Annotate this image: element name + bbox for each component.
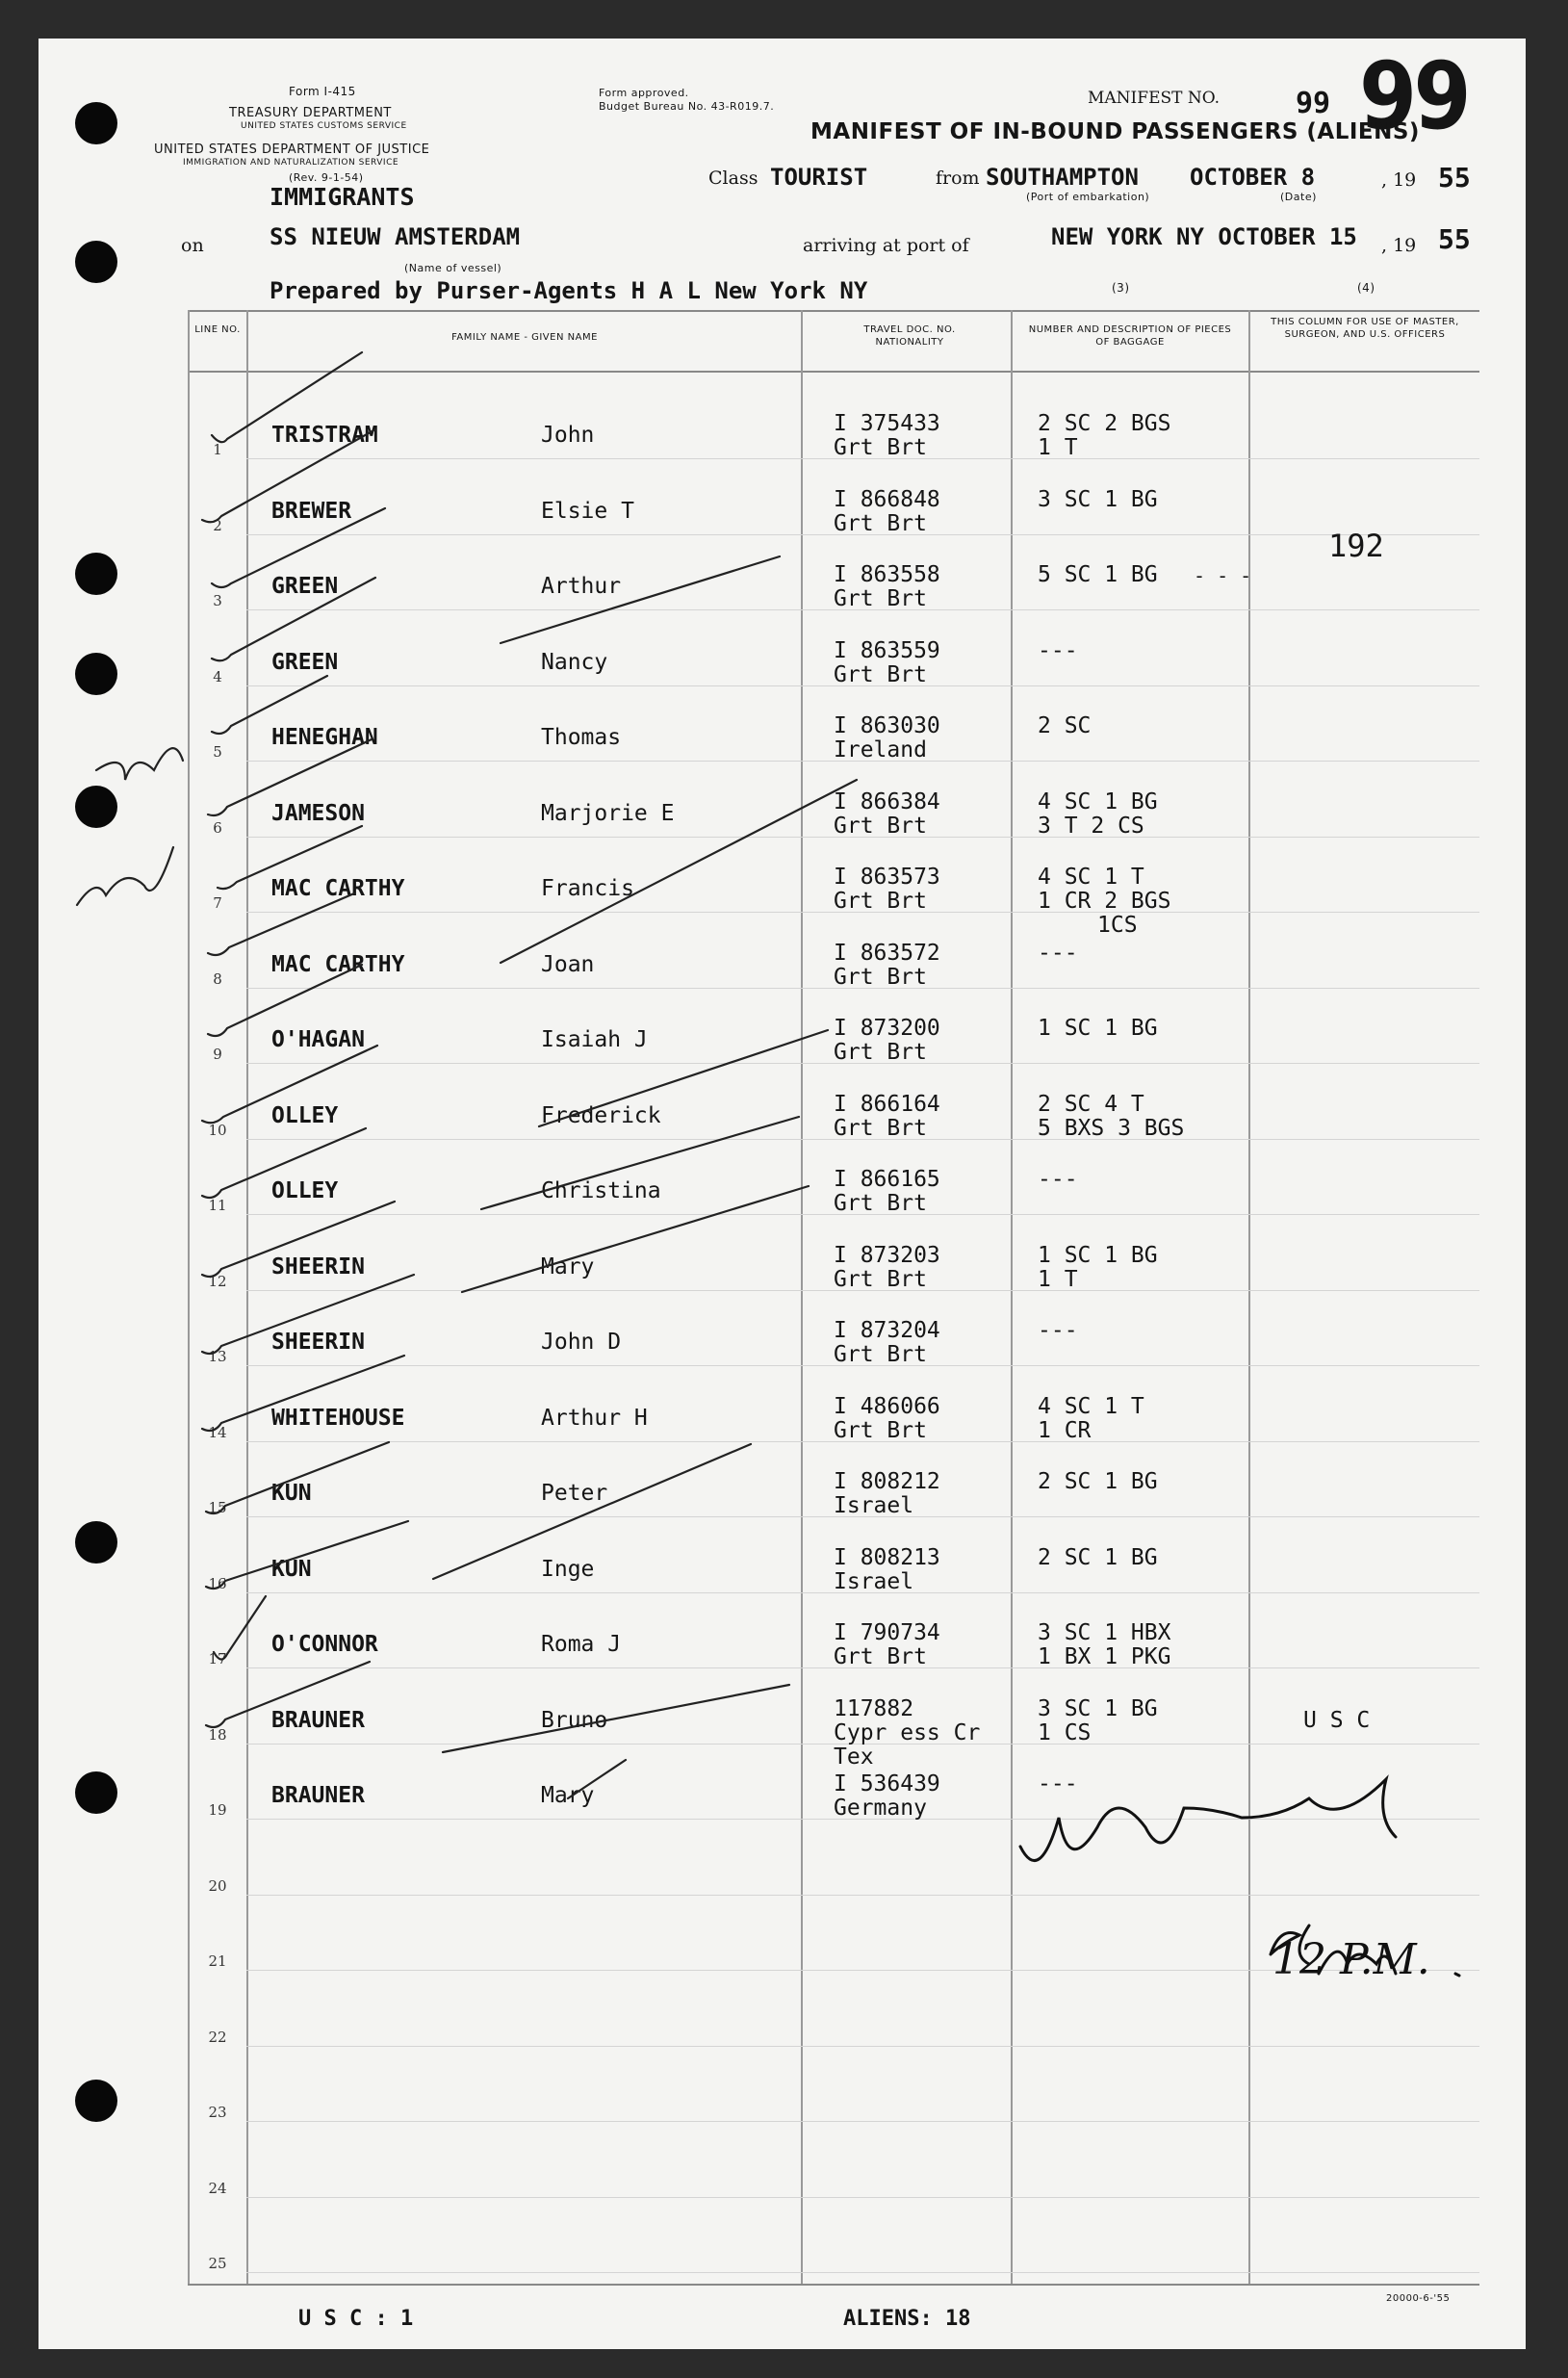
cell-family: JAMESON <box>271 800 365 826</box>
cell-bag1: 3 SC 1 BG <box>1038 486 1158 512</box>
cell-given: John <box>541 423 595 448</box>
header-baggage: NUMBER AND DESCRIPTION OF PIECES OF BAGGAGE <box>1028 324 1232 348</box>
cell-nat: Israel <box>834 1493 914 1518</box>
cell-nat: Grt Brt <box>834 813 927 839</box>
cell-nat: Grt Brt <box>834 1342 927 1367</box>
cell-given: Elsie T <box>541 498 634 524</box>
cell-given: Mary <box>541 1254 595 1279</box>
prepared-by: Prepared by Purser-Agents H A L New York NY <box>270 277 868 304</box>
line-number: 6 <box>213 818 222 837</box>
cell-officer: U S C <box>1303 1707 1371 1733</box>
line-number: 8 <box>213 969 222 988</box>
cell-given: Arthur H <box>541 1405 648 1431</box>
treasury-dept: TREASURY DEPARTMENT <box>229 106 392 120</box>
cell-nat2: Tex <box>834 1744 874 1770</box>
ins-service: IMMIGRATION AND NATURALIZATION SERVICE <box>183 158 399 168</box>
line-number: 17 <box>208 1650 227 1667</box>
cell-given: Francis <box>541 876 634 901</box>
cell-family: O'HAGAN <box>271 1027 365 1052</box>
cell-nat: Cypr ess Cr <box>834 1719 981 1745</box>
cell-doc: I 375433 <box>834 411 940 436</box>
class-label: Class <box>708 168 758 189</box>
cell-bag1: --- <box>1038 637 1078 663</box>
cell-given: Bruno <box>541 1707 608 1733</box>
line-number: 12 <box>208 1272 227 1290</box>
cell-doc: I 808212 <box>834 1469 940 1494</box>
cell-given: Thomas <box>541 725 622 750</box>
cell-given: Marjorie E <box>541 800 675 826</box>
cell-nat: Grt Brt <box>834 1115 927 1141</box>
leader-dots: - - - <box>1194 564 1252 587</box>
cell-family: SHEERIN <box>271 1254 365 1279</box>
year-prefix-2: , 19 <box>1381 235 1417 256</box>
line-number: 2 <box>213 516 222 534</box>
port-of-embarkation: SOUTHAMPTON <box>986 164 1139 191</box>
line-number: 20 <box>208 1876 227 1895</box>
cell-bag1: 2 SC 1 BG <box>1038 1469 1158 1494</box>
revision: (Rev. 9-1-54) <box>289 171 364 184</box>
cell-nat: Grt Brt <box>834 1417 927 1443</box>
line-number: 16 <box>208 1574 227 1592</box>
cell-nat: Grt Brt <box>834 889 927 914</box>
header-officers: THIS COLUMN FOR USE OF MASTER, SURGEON, AND U.S. OFFICERS <box>1271 317 1459 340</box>
cell-doc: I 873200 <box>834 1016 940 1041</box>
cell-bag1: 1 SC 1 BG <box>1038 1242 1158 1268</box>
cell-bag1: --- <box>1038 1167 1078 1192</box>
line-number: 9 <box>213 1046 222 1063</box>
cell-bag3: 1CS <box>1097 913 1138 938</box>
line-number: 7 <box>213 894 222 912</box>
cell-doc: I 873204 <box>834 1318 940 1343</box>
cell-bag1: 2 SC 1 BG <box>1038 1544 1158 1570</box>
cell-family: BREWER <box>271 498 352 524</box>
cell-bag1: 2 SC 2 BGS <box>1038 411 1171 436</box>
cell-given: John D <box>541 1330 622 1355</box>
print-code: 20000-6-'55 <box>1386 2293 1451 2304</box>
cell-family: BRAUNER <box>271 1707 365 1733</box>
line-number: 3 <box>213 592 222 609</box>
cell-doc: I 866165 <box>834 1167 940 1192</box>
line-number: 1 <box>213 441 222 458</box>
line-number: 24 <box>208 2179 227 2197</box>
cell-bag2: 5 BXS 3 BGS <box>1038 1115 1185 1141</box>
cell-nat: Grt Brt <box>834 1191 927 1216</box>
line-number: 19 <box>208 1801 227 1819</box>
arrival-port-date: NEW YORK NY OCTOBER 15 <box>1051 223 1357 250</box>
cell-bag2: 1 CR 2 BGS <box>1038 889 1171 914</box>
departure-date: OCTOBER 8 <box>1190 164 1316 191</box>
line-number: 21 <box>208 1952 227 1970</box>
cell-given: Arthur <box>541 574 622 599</box>
cell-bag1: 2 SC 4 T <box>1038 1091 1144 1117</box>
manifest-no-label: MANIFEST NO. <box>1088 89 1221 108</box>
cell-family: BRAUNER <box>271 1783 365 1808</box>
cell-bag2: 1 T <box>1038 1266 1078 1292</box>
cell-doc: I 863558 <box>834 562 940 587</box>
departure-year: 55 <box>1438 162 1471 194</box>
cell-given: Christina <box>541 1178 661 1203</box>
cell-bag1: 1 SC 1 BG <box>1038 1016 1158 1041</box>
cell-doc: I 863572 <box>834 940 940 966</box>
cell-family: MAC CARTHY <box>271 876 405 901</box>
budget-bureau: Budget Bureau No. 43-R019.7. <box>599 100 775 113</box>
line-number: 4 <box>213 667 222 685</box>
cell-family: O'CONNOR <box>271 1632 378 1657</box>
cell-given: Frederick <box>541 1102 661 1128</box>
cell-bag1: 3 SC 1 HBX <box>1038 1620 1171 1645</box>
cell-family: KUN <box>271 1481 312 1506</box>
cell-family: HENEGHAN <box>271 725 378 750</box>
cell-family: GREEN <box>271 574 339 599</box>
cell-family: SHEERIN <box>271 1330 365 1355</box>
col4-number: (4) <box>1357 281 1375 295</box>
cell-nat: Ireland <box>834 737 927 763</box>
cell-bag1: 4 SC 1 BG <box>1038 788 1158 814</box>
cell-given: Isaiah J <box>541 1027 648 1052</box>
cell-doc: I 808213 <box>834 1544 940 1570</box>
cell-doc: I 866384 <box>834 788 940 814</box>
cell-bag2: 3 T 2 CS <box>1038 813 1144 839</box>
cell-bag1: --- <box>1038 1318 1078 1343</box>
cell-bag1: 5 SC 1 BG <box>1038 562 1158 587</box>
manifest-title: MANIFEST OF IN-BOUND PASSENGERS (ALIENS) <box>810 119 1420 144</box>
cell-family: WHITEHOUSE <box>271 1405 405 1431</box>
justice-dept: UNITED STATES DEPARTMENT OF JUSTICE <box>154 142 430 157</box>
date-caption: (Date) <box>1280 191 1317 203</box>
cell-family: OLLEY <box>271 1102 339 1128</box>
cell-bag2: 1 BX 1 PKG <box>1038 1644 1171 1669</box>
cell-doc: I 863559 <box>834 637 940 663</box>
cell-nat: Grt Brt <box>834 1040 927 1065</box>
line-number: 13 <box>208 1348 227 1365</box>
cell-family: MAC CARTHY <box>271 951 405 977</box>
cell-given: Peter <box>541 1481 608 1506</box>
cell-nat: Israel <box>834 1568 914 1594</box>
cell-family: TRISTRAM <box>271 423 378 448</box>
cell-bag2: 1 CS <box>1038 1719 1092 1745</box>
cell-doc: 117882 <box>834 1695 914 1721</box>
port-caption: (Port of embarkation) <box>1026 191 1150 203</box>
footer-aliens-count: ALIENS: 18 <box>843 2307 971 2331</box>
cell-nat: Germany <box>834 1796 927 1821</box>
line-number: 11 <box>208 1197 227 1214</box>
cell-nat: Grt Brt <box>834 1644 927 1669</box>
cell-family: OLLEY <box>271 1178 339 1203</box>
cell-nat: Grt Brt <box>834 661 927 687</box>
form-number: Form I-415 <box>289 85 356 98</box>
line-number: 22 <box>208 2028 227 2046</box>
from-label: from <box>936 168 980 189</box>
cell-nat: Grt Brt <box>834 1266 927 1292</box>
year-prefix: , 19 <box>1381 169 1417 191</box>
footer-usc-count: U S C : 1 <box>298 2307 414 2331</box>
cell-bag2: 1 CR <box>1038 1417 1092 1443</box>
cell-nat: Grt Brt <box>834 435 927 460</box>
vessel-caption: (Name of vessel) <box>404 262 502 274</box>
cell-bag1: 3 SC 1 BG <box>1038 1695 1158 1721</box>
line-number: 23 <box>208 2104 227 2121</box>
line-number: 18 <box>208 1725 227 1744</box>
on-label: on <box>181 235 204 256</box>
cell-given: Nancy <box>541 649 608 675</box>
category-immigrants: IMMIGRANTS <box>270 183 415 211</box>
line-number: 10 <box>208 1121 227 1139</box>
manifest-no-stamp: 99 <box>1359 42 1469 150</box>
arrival-year: 55 <box>1438 223 1471 255</box>
cell-nat: Grt Brt <box>834 586 927 611</box>
header-travel-doc: TRAVEL DOC. NO. NATIONALITY <box>863 324 956 348</box>
cell-given: Joan <box>541 951 595 977</box>
cell-doc: I 866848 <box>834 486 940 512</box>
cell-nat: Grt Brt <box>834 510 927 536</box>
cell-given: Inge <box>541 1556 595 1582</box>
line-number: 5 <box>213 743 222 761</box>
form-approved: Form approved. <box>599 87 689 99</box>
cell-bag1: 2 SC <box>1038 713 1092 738</box>
line-number: 14 <box>208 1423 227 1441</box>
class-value: TOURIST <box>770 164 868 191</box>
manifest-no-typed: 99 <box>1296 87 1331 120</box>
line-number: 25 <box>208 2255 227 2272</box>
col3-number: (3) <box>1112 281 1130 295</box>
cell-doc: I 866164 <box>834 1091 940 1117</box>
cell-doc: I 873203 <box>834 1242 940 1268</box>
cell-doc: I 486066 <box>834 1393 940 1419</box>
cell-doc: I 863030 <box>834 713 940 738</box>
cell-family: GREEN <box>271 649 339 675</box>
cell-bag1: --- <box>1038 1771 1078 1796</box>
cell-doc: I 536439 <box>834 1771 940 1796</box>
cell-bag1: 4 SC 1 T <box>1038 1393 1144 1419</box>
cell-given: Roma J <box>541 1632 622 1657</box>
cell-given: Mary <box>541 1783 595 1808</box>
customs-service: UNITED STATES CUSTOMS SERVICE <box>241 121 407 131</box>
cell-bag2: 1 T <box>1038 435 1078 460</box>
arriving-label: arriving at port of <box>803 235 969 256</box>
cell-doc: I 790734 <box>834 1620 940 1645</box>
line-number: 15 <box>208 1499 227 1516</box>
cell-nat: Grt Brt <box>834 964 927 990</box>
vessel-name: SS NIEUW AMSTERDAM <box>270 223 521 250</box>
header-line-no: LINE NO. <box>194 324 241 335</box>
cell-bag1: --- <box>1038 940 1078 966</box>
header-name: FAMILY NAME - GIVEN NAME <box>451 332 598 343</box>
cell-bag1: 4 SC 1 T <box>1038 865 1144 890</box>
cell-family: KUN <box>271 1556 312 1582</box>
signature-time: 12 P.M. <box>1272 1935 1430 1984</box>
cell-doc: I 863573 <box>834 865 940 890</box>
margin-number: 192 <box>1328 528 1384 564</box>
